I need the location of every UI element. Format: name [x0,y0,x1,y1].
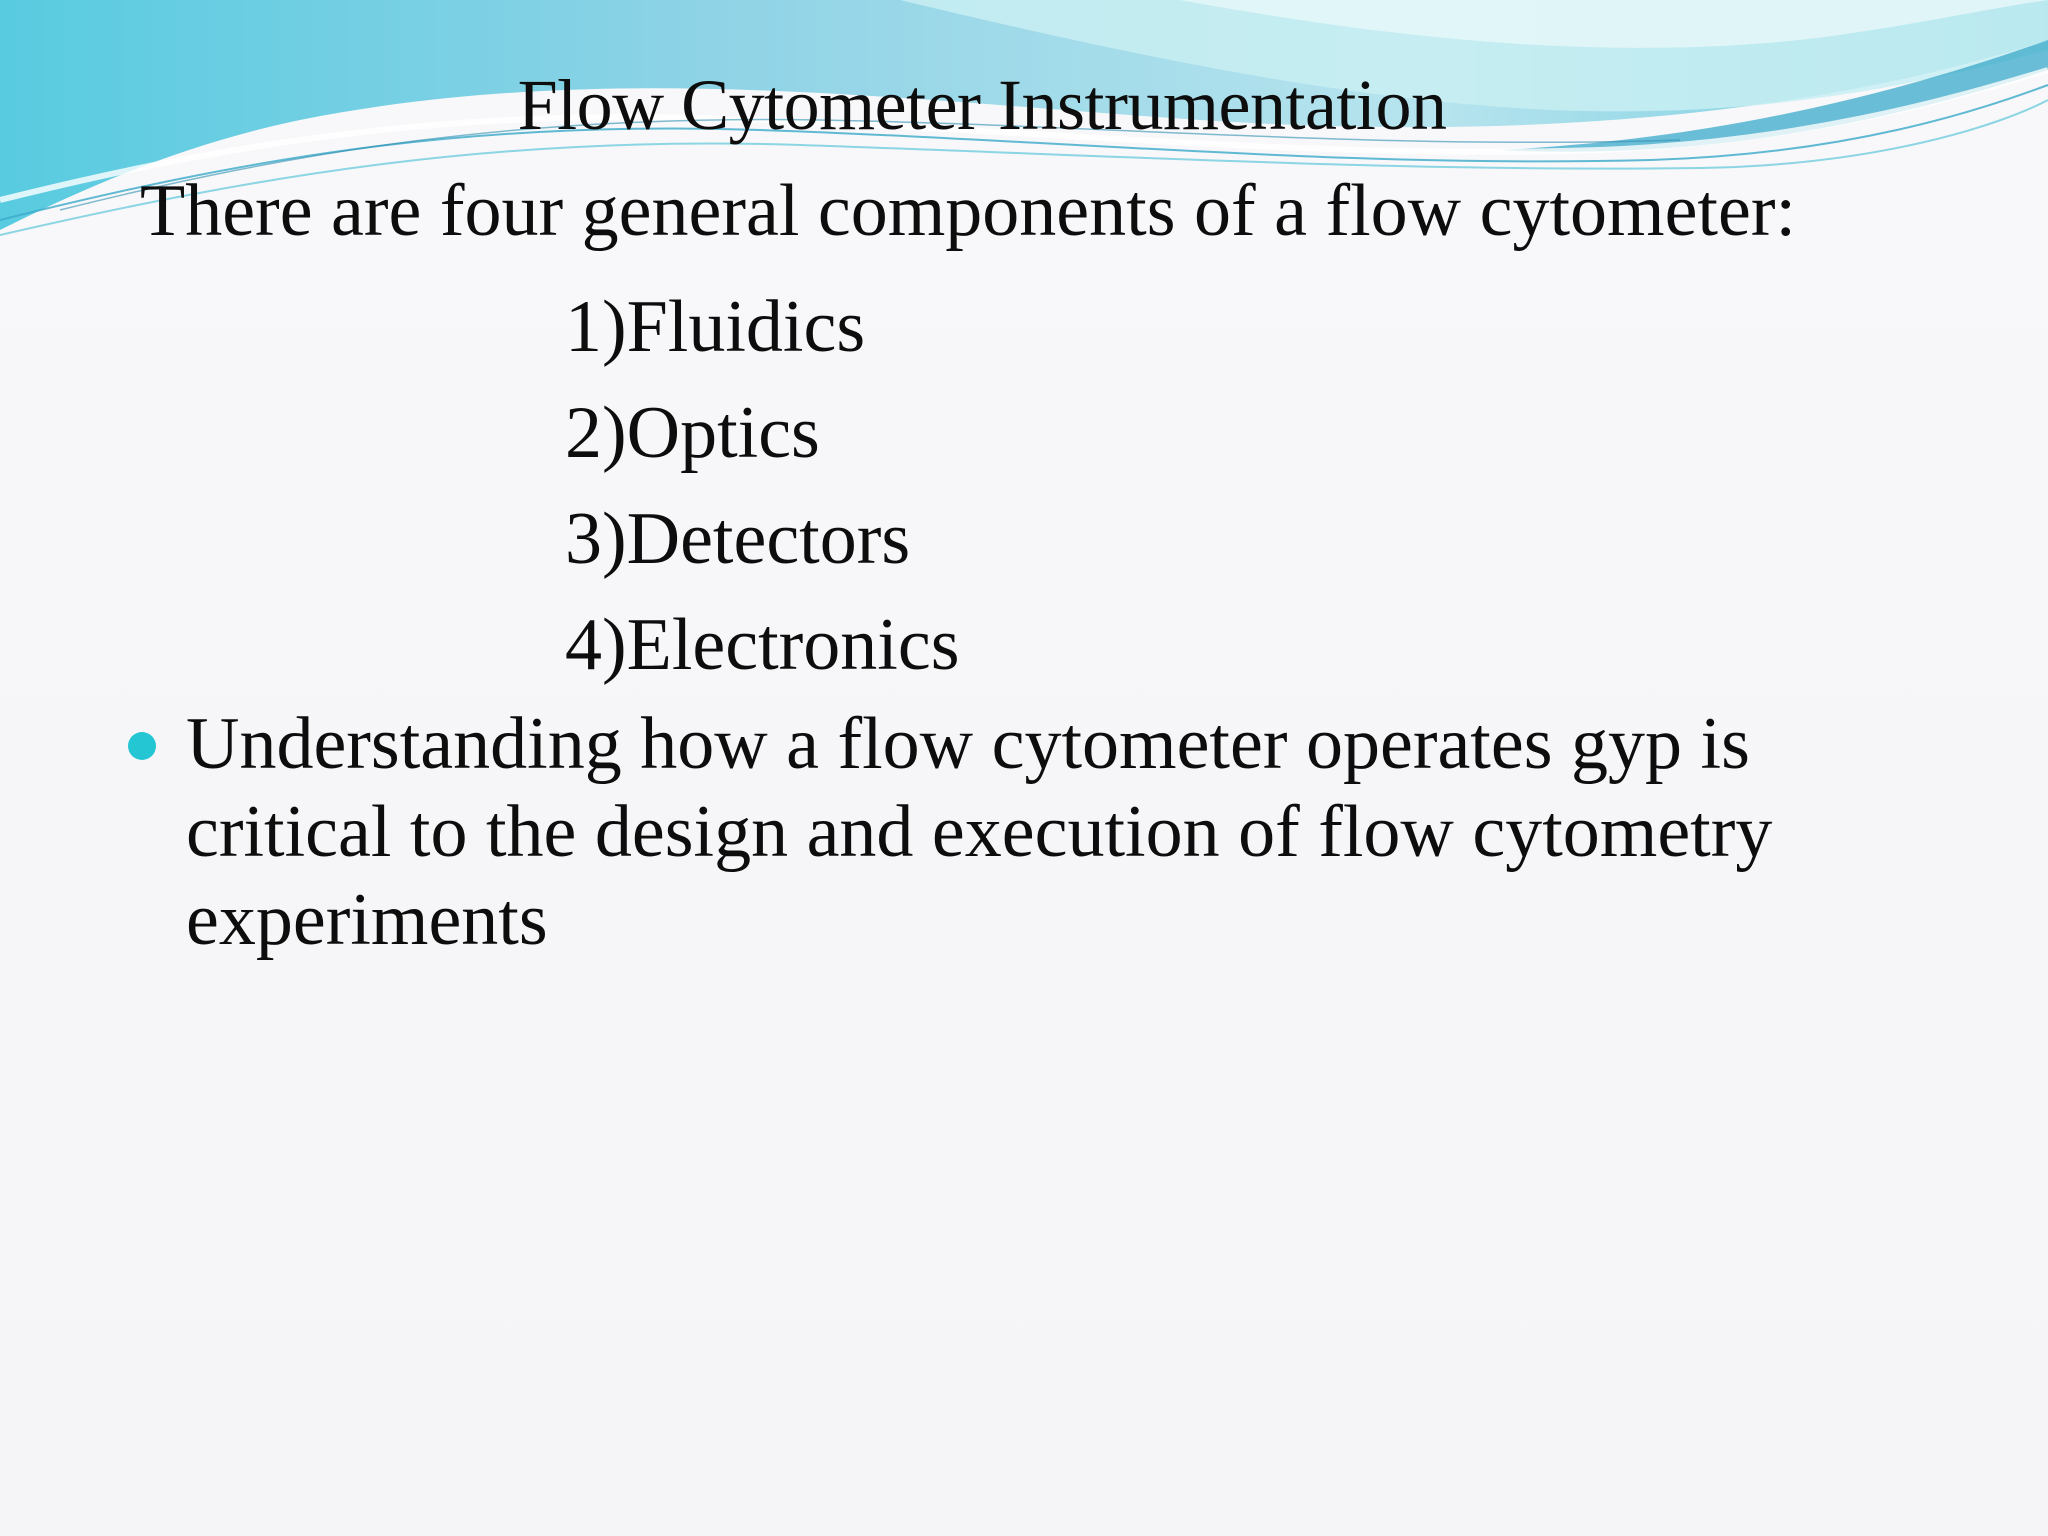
component-item: 2)Optics [565,392,820,474]
bullet-dot-icon [128,732,156,760]
component-item: 1)Fluidics [565,286,866,368]
intro-text: There are four general components of a flow cytometer: [140,170,1797,252]
component-item: 4)Electronics [565,604,960,686]
components-list [565,274,960,698]
slide-title: Flow Cytometer Instrumentation [517,65,1447,145]
bullet-text: Understanding how a flow cytometer operates gyp is critical to the design and execution of flow cytometry experiments [186,703,1773,961]
component-item: 3)Detectors [565,498,911,580]
